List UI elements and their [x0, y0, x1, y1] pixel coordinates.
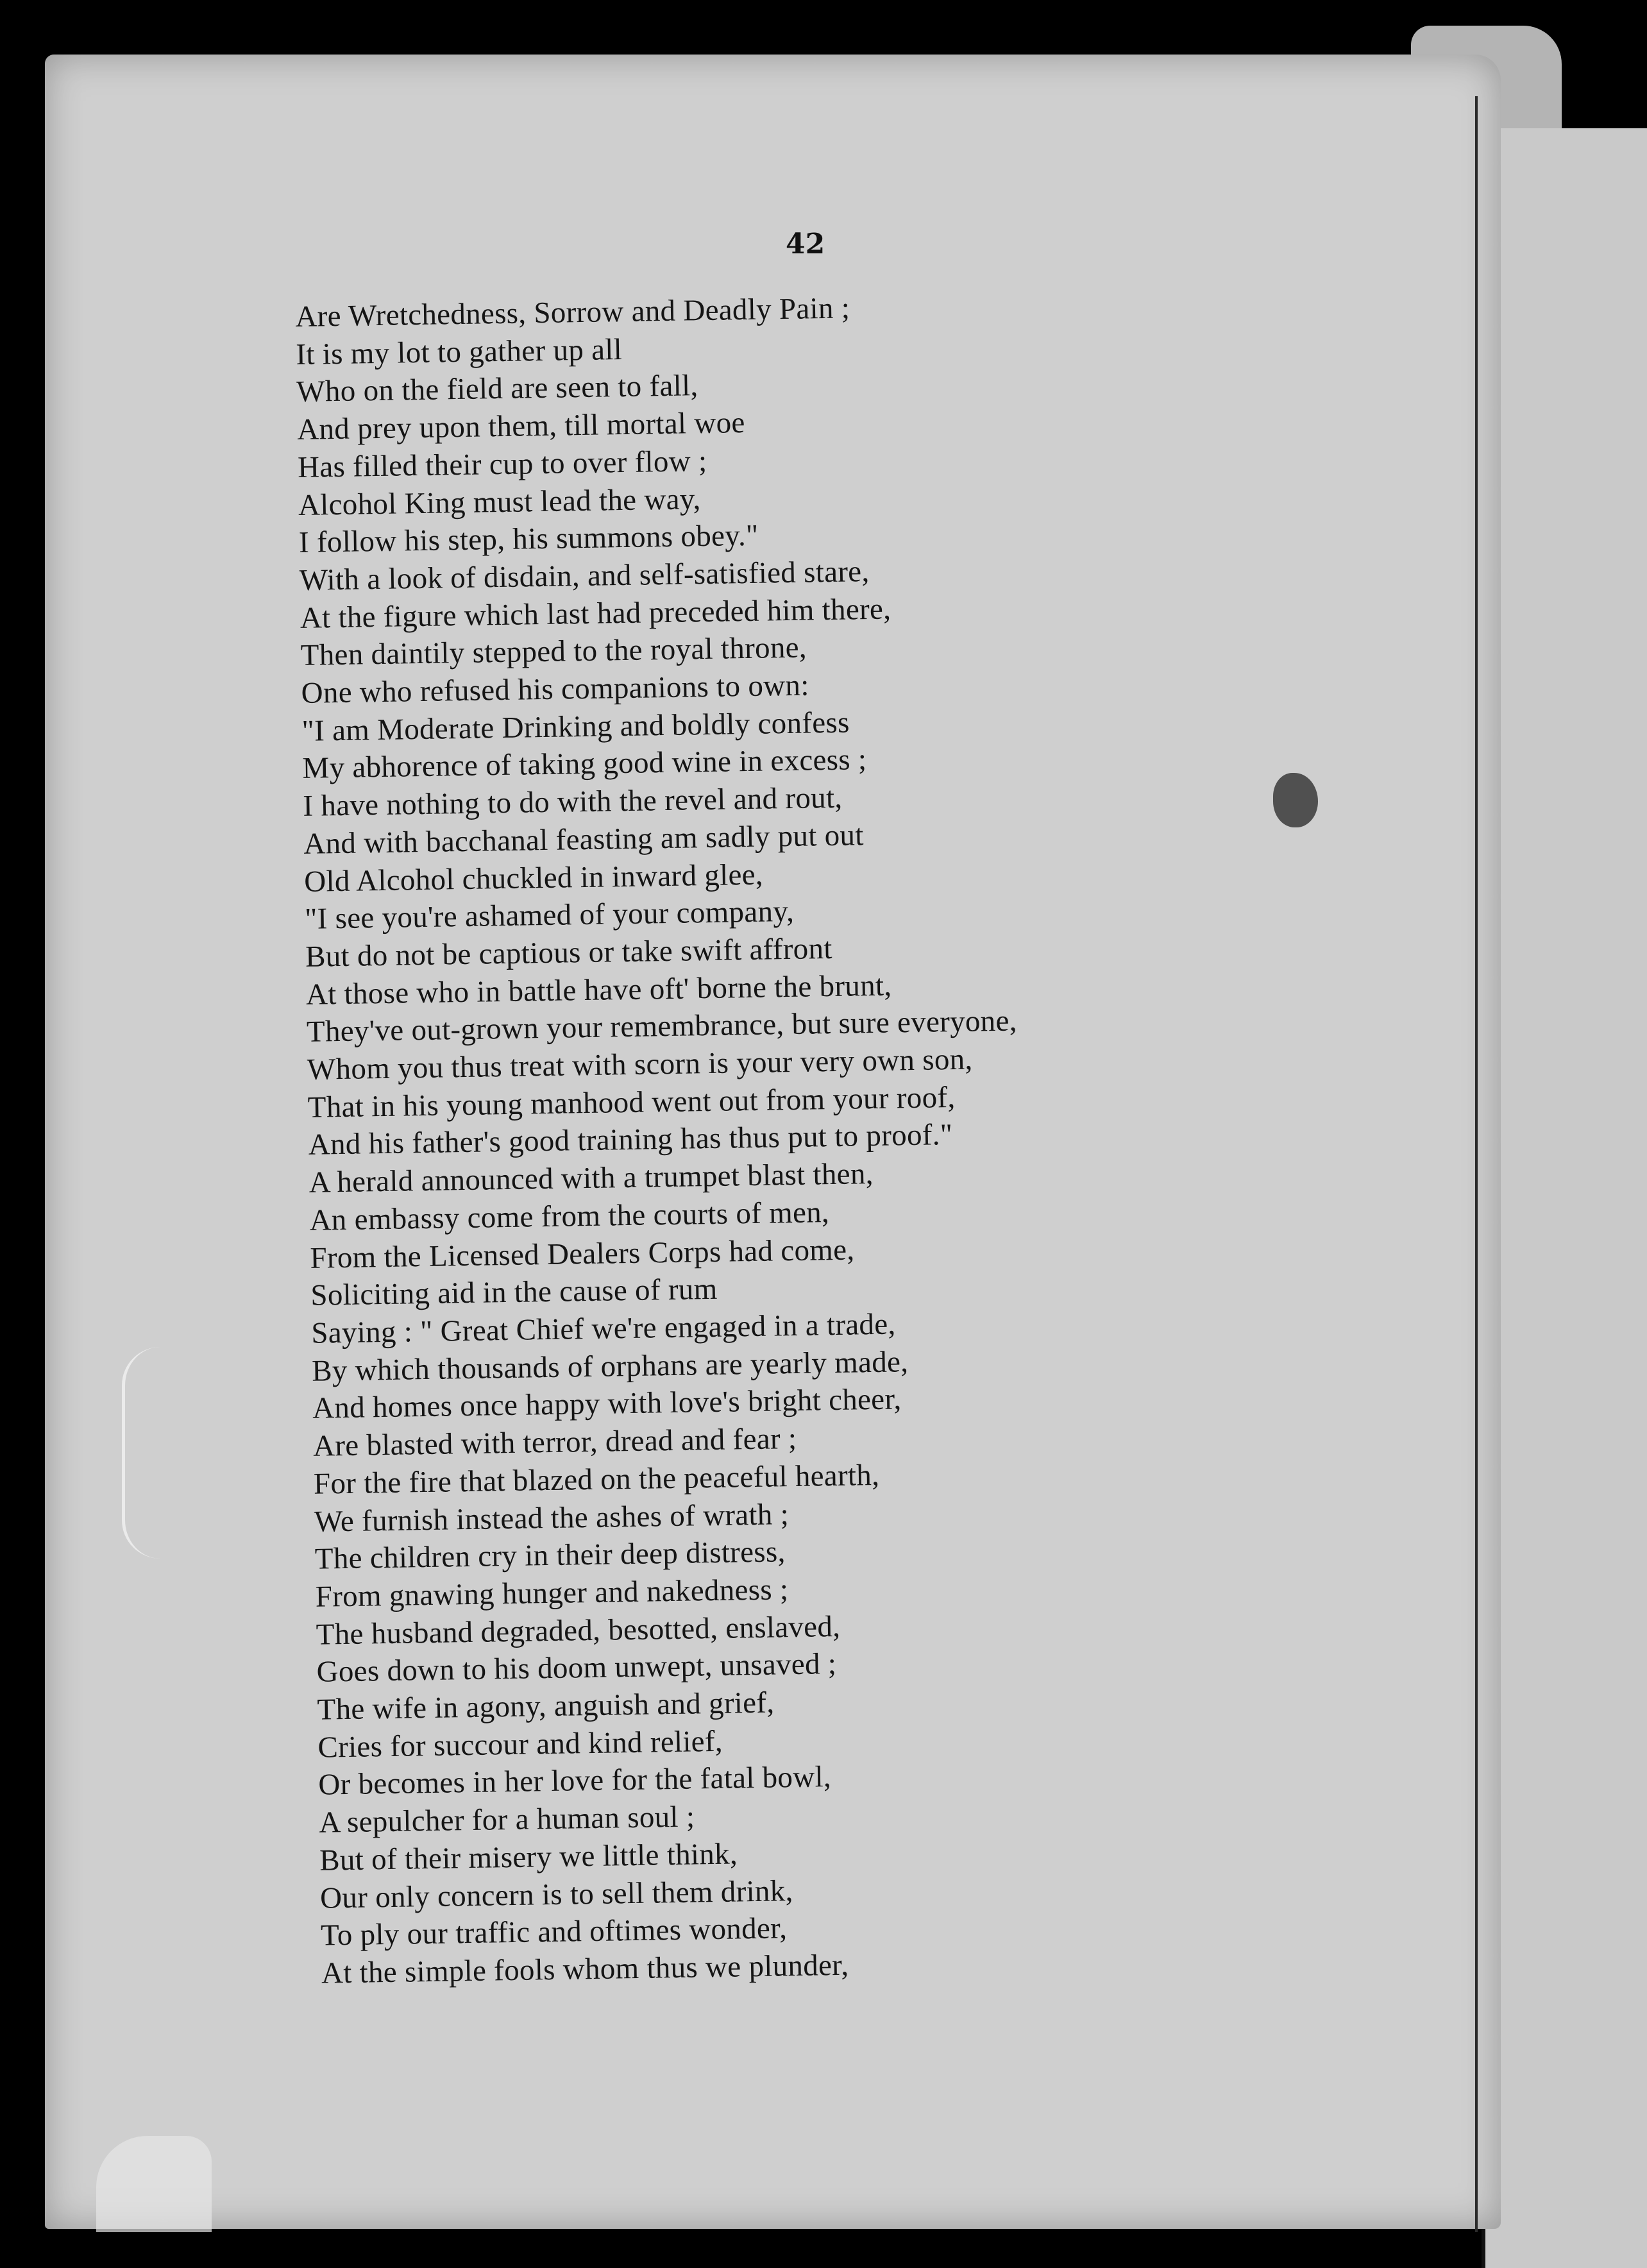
poem-line: At those who in battle have oft' borne the brunt, [305, 969, 892, 1011]
poem-line: And with bacchanal feasting am sadly put out [303, 818, 865, 861]
poem-line: But of their misery we little think, [319, 1837, 738, 1877]
poem-line: It is my lot to gather up all [295, 332, 623, 371]
poem-line: Soliciting aid in the cause of rum [310, 1273, 718, 1313]
poem-line: The wife in agony, anguish and grief, [317, 1686, 775, 1727]
poem-line: Cries for succour and kind relief, [317, 1724, 723, 1764]
page-number: 42 [786, 228, 825, 260]
poem-line: That in his young manhood went out from your roof, [307, 1080, 956, 1124]
poem-line: Saying : " Great Chief we're engaged in a trade, [310, 1307, 896, 1350]
poem-line: The children cry in their deep distress, [314, 1535, 786, 1576]
poem-line: But do not be captious or take swift affront [305, 931, 833, 974]
poem-line: I follow his step, his summons obey." [298, 518, 759, 560]
poem-line: To ply our traffic and oftimes wonder, [320, 1911, 788, 1952]
paper-crease [122, 1347, 208, 1559]
poem-line: Our only concern is to sell them drink, [319, 1874, 793, 1915]
poem-line: Are blasted with terror, dread and fear ; [312, 1422, 797, 1463]
poem-line: Or becomes in her love for the fatal bowl, [318, 1760, 832, 1802]
poem-line: One who refused his companions to own: [301, 668, 809, 710]
poem-line: My abhorence of taking good wine in excess ; [302, 743, 867, 786]
poem-line: The husband degraded, besotted, enslaved, [316, 1609, 841, 1652]
poem-line: And prey upon them, till mortal woe [296, 406, 745, 447]
poem-line: For the fire that blazed on the peaceful hearth, [313, 1458, 880, 1501]
poem-line: Are Wretchedness, Sorrow and Deadly Pain ; [295, 291, 850, 334]
poem-line: And homes once happy with love's bright cheer, [312, 1382, 902, 1426]
corner-fold [96, 2136, 212, 2232]
poem-line: And his father's good training has thus put to proof." [308, 1118, 953, 1162]
poem-line: A sepulcher for a human soul ; [318, 1800, 695, 1840]
page-gutter [1475, 96, 1478, 2232]
poem-line: With a look of disdain, and self-satisfied stare, [299, 554, 870, 597]
poem-text [295, 282, 1360, 1992]
poem-line: Goes down to his doom unwept, unsaved ; [316, 1647, 837, 1689]
poem-line: Alcohol King must lead the way, [298, 482, 701, 522]
poem-line: We furnish instead the ashes of wrath ; [314, 1497, 790, 1539]
adjacent-page-edge [1482, 128, 1647, 2268]
poem-line: "I am Moderate Drinking and boldly confess [301, 706, 850, 748]
poem-line: Has filled their cup to over flow ; [297, 444, 707, 484]
poem-line: Old Alcohol chuckled in inward glee, [303, 858, 764, 899]
poem-line: At the simple fools whom thus we plunder, [321, 1948, 849, 1990]
poem-line: An embassy come from the courts of men, [309, 1195, 830, 1237]
poem-line: I have nothing to do with the revel and rout, [303, 781, 843, 824]
poem-line: At the figure which last had preceded him there, [300, 592, 891, 635]
poem-line: From the Licensed Dealers Corps had come, [310, 1233, 855, 1275]
poem-line: Then daintily stepped to the royal throne, [300, 630, 807, 673]
poem-line: A herald announced with a trumpet blast then, [308, 1157, 874, 1199]
poem-line: By which thousands of orphans are yearly made, [311, 1344, 909, 1388]
poem-line: Who on the field are seen to fall, [296, 369, 698, 409]
poem-line: From gnawing hunger and nakedness ; [315, 1573, 789, 1614]
poem-line: Whom you thus treat with scorn is your very own son, [307, 1042, 973, 1087]
poem-line: "I see you're ashamed of your company, [304, 895, 795, 936]
poem-line: They've out-grown your remembrance, but sure everyone, [306, 1004, 1018, 1049]
